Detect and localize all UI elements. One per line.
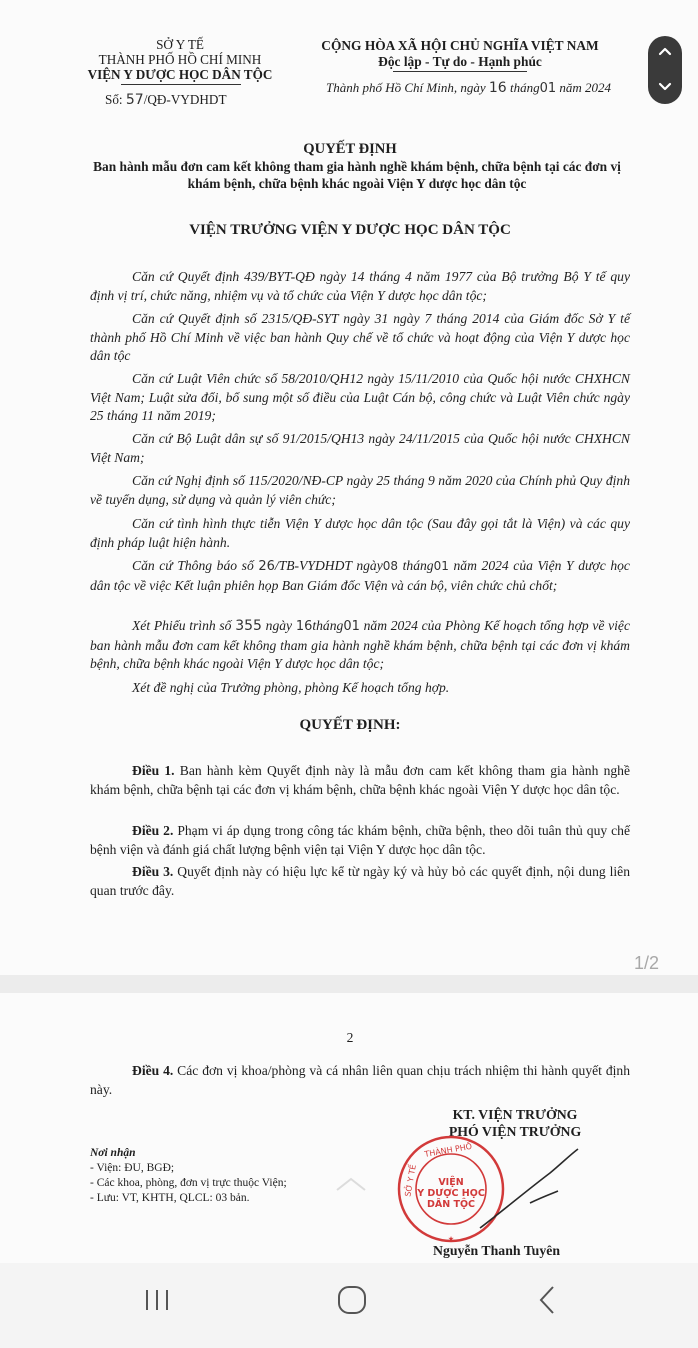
article-4 — [90, 1062, 630, 1099]
article-1 — [90, 762, 630, 799]
basis-5 — [90, 472, 630, 509]
recipient-item-2: - Các khoa, phòng, đơn vị trực thuộc Viện; — [90, 1177, 287, 1189]
home-button[interactable] — [322, 1275, 382, 1325]
article-2 — [90, 822, 630, 859]
recipient-item-3: - Lưu: VT, KHTH, QLCL: 03 bản. — [90, 1192, 250, 1204]
issuer-block — [60, 37, 300, 82]
basis-3 — [90, 370, 630, 426]
basis-notice — [90, 557, 630, 595]
signature-role-1: KT. VIỆN TRƯỞNG — [452, 1107, 578, 1122]
ministry-line1: SỞ Y TẾ — [156, 37, 204, 52]
notice-text-1: Căn cứ Thông báo số — [132, 558, 254, 573]
basis-6-text: Căn cứ tình hình thực tiễn Viện Y dược học dân tộc (Sau đây gọi tắt là Viện) và các quy định pháp luật hiện hành. — [90, 516, 630, 550]
basis-1 — [90, 268, 630, 305]
notice-text-3: tháng — [402, 558, 434, 573]
decision-heading: QUYẾT ĐỊNH: — [299, 717, 401, 733]
article-3 — [90, 863, 630, 900]
article-1-text: Ban hành kèm Quyết định này là mẫu đơn cam kết không tham gia hành nghề khám bệnh, chữa bệnh tại các đơn vị khám bệnh, chữa bệnh khác ngoài Viện Y dược học dân tộc. — [90, 763, 630, 797]
article-1-label: Điều 1. — [132, 763, 175, 778]
signer-name: Nguyễn Thanh Tuyên — [433, 1243, 561, 1258]
basis-5-text: Căn cứ Nghị định số 115/2020/NĐ-CP ngày 25 tháng 9 năm 2020 của Chính phủ Quy định về tuyển dụng, sử dụng và quản lý viên chức; — [90, 473, 630, 507]
chevron-down-icon[interactable] — [656, 77, 674, 95]
recent-apps-button[interactable] — [127, 1275, 187, 1325]
basis-proposal — [90, 617, 630, 674]
date-month-handwritten: 01 — [539, 81, 557, 96]
notice-text-4: năm 2024 của Viện Y dược học dân tộc về việc Kết luận phiên họp Ban Giám đốc Viện và cán bộ, viên chức chủ chốt; — [90, 558, 630, 593]
doc-number-prefix: Số: — [105, 92, 123, 107]
stamp-line-2: Y DƯỢC HỌC — [417, 1188, 485, 1199]
proposal-text-4: năm 2024 của Phòng Kế hoạch tổng hợp về việc ban hành mẫu đơn cam kết không tham gia hành nghề khám bệnh, chữa bệnh tại các đơn vị khám bệnh, chữa bệnh khác ngoài Viện Y dược học dân tộc; — [90, 618, 630, 671]
chevron-up-icon[interactable] — [656, 43, 674, 61]
institute-name: VIỆN Y DƯỢC HỌC DÂN TỘC — [87, 67, 273, 82]
notice-month-handwritten: 01 — [433, 559, 449, 573]
proposal-day-handwritten: 16 — [295, 619, 313, 634]
scroll-top-icon[interactable] — [335, 1176, 367, 1199]
stamp-line-3: DÂN TỘC — [426, 1199, 476, 1210]
article-4-text: Các đơn vị khoa/phòng và cá nhân liên quan chịu trách nhiệm thi hành quyết định này. — [90, 1063, 630, 1097]
article-3-text: Quyết định này có hiệu lực kể từ ngày ký và hủy bỏ các quyết định, nội dung liên quan trước đây. — [90, 864, 631, 898]
issue-date — [326, 80, 611, 96]
recipients — [90, 1146, 287, 1206]
handwritten-signature — [470, 1143, 590, 1238]
proposal-text-2: ngày — [265, 618, 293, 633]
date-year: năm 2024 — [559, 80, 612, 95]
article-3-label: Điều 3. — [132, 864, 174, 879]
country-name: CỘNG HÒA XÃ HỘI CHỦ NGHĨA VIỆT NAM — [321, 38, 599, 53]
authority-title: VIỆN TRƯỞNG VIỆN Y DƯỢC HỌC DÂN TỘC — [189, 222, 511, 238]
doc-number-suffix: /QĐ-VYDHDT — [143, 92, 227, 107]
doc-number — [105, 92, 227, 108]
proposal-text-3: tháng — [312, 618, 344, 633]
notice-day-handwritten: 08 — [382, 559, 399, 573]
basis-2-text: Căn cứ Quyết định số 2315/QĐ-SYT ngày 31 ngày 7 tháng 2014 của Giám đốc Sở Y tế thành phố Hồ Chí Minh về việc ban hành Quy chế về tổ chức và hoạt động của Viện Y dược học dân tộc — [90, 311, 630, 363]
proposal-number-handwritten: 355 — [235, 618, 262, 634]
decision-title: QUYẾT ĐỊNH — [303, 141, 397, 157]
date-month-word: tháng — [509, 80, 540, 95]
date-prefix: Thành phố Hồ Chí Minh, ngày — [326, 80, 486, 95]
signature-role-2: PHÓ VIỆN TRƯỞNG — [448, 1124, 582, 1139]
article-4-label: Điều 4. — [132, 1063, 174, 1078]
stamp-line-1: VIỆN — [438, 1177, 464, 1188]
date-day-handwritten: 16 — [488, 80, 507, 96]
page2-number: 2 — [346, 1030, 354, 1045]
motto-underline — [393, 71, 527, 72]
proposal-month-handwritten: 01 — [343, 619, 360, 634]
recipients-heading: Nơi nhận — [90, 1147, 136, 1159]
doc-number-handwritten: 57 — [125, 92, 144, 108]
recipient-item-1: - Viện: ĐU, BGĐ; — [90, 1162, 175, 1174]
ministry-line2: THÀNH PHỐ HỒ CHÍ MINH — [98, 52, 262, 67]
basis-4-text: Căn cứ Bộ Luật dân sự số 91/2015/QH13 ngày 24/11/2015 của Quốc hội nước CHXHCN Việt Nam; — [90, 431, 630, 465]
decision-subtitle: Ban hành mẫu đơn cam kết không tham gia hành nghề khám bệnh, chữa bệnh tại các đơn vị khám bệnh, chữa bệnh khác ngoài Viện Y dược học dân tộc — [93, 159, 621, 191]
page-gap — [0, 975, 698, 993]
scroll-control — [648, 36, 682, 104]
request-text: Xét đề nghị của Trưởng phòng, phòng Kế hoạch tổng hợp. — [132, 680, 450, 695]
issuer-underline — [121, 84, 241, 85]
svg-text:★: ★ — [447, 1235, 455, 1243]
notice-number-handwritten: 26 — [258, 559, 275, 574]
svg-text:SỞ Y TẾ: SỞ Y TẾ — [403, 1163, 418, 1198]
national-header — [300, 38, 620, 70]
motto: Độc lập - Tự do - Hạnh phúc — [378, 54, 542, 69]
notice-text-2: /TB-VYDHDT ngày — [274, 558, 383, 573]
page-indicator: 1/2 — [634, 953, 660, 973]
proposal-text-1: Xét Phiếu trình số — [132, 618, 232, 633]
basis-2 — [90, 310, 630, 366]
back-button[interactable] — [517, 1275, 577, 1325]
basis-1-text: Căn cứ Quyết định 439/BYT-QĐ ngày 14 tháng 4 năm 1977 của Bộ trưởng Bộ Y tế quy định vị trí, chức năng, nhiệm vụ và tổ chức của Viện Y dược học dân tộc; — [90, 269, 630, 303]
svg-text:THÀNH PHỐ: THÀNH PHỐ — [423, 1141, 473, 1159]
basis-request — [90, 679, 630, 698]
article-2-label: Điều 2. — [132, 823, 174, 838]
basis-4 — [90, 430, 630, 467]
document-page-2 — [0, 993, 698, 1263]
basis-6 — [90, 515, 630, 552]
basis-3-text: Căn cứ Luật Viên chức số 58/2010/QH12 ngày 15/11/2010 của Quốc hội nước CHXHCN Việt Nam; Luật sửa đổi, bổ sung một số điều của Luật Cán bộ, công chức và Luật Viên chức ngày 25 tháng 11 năm 2019; — [90, 371, 630, 423]
article-2-text: Phạm vi áp dụng trong công tác khám bệnh, chữa bệnh, theo dõi tuân thủ quy chế bệnh viện và đánh giá chất lượng bệnh viện tại Viện Y dược học dân tộc. — [90, 823, 631, 857]
